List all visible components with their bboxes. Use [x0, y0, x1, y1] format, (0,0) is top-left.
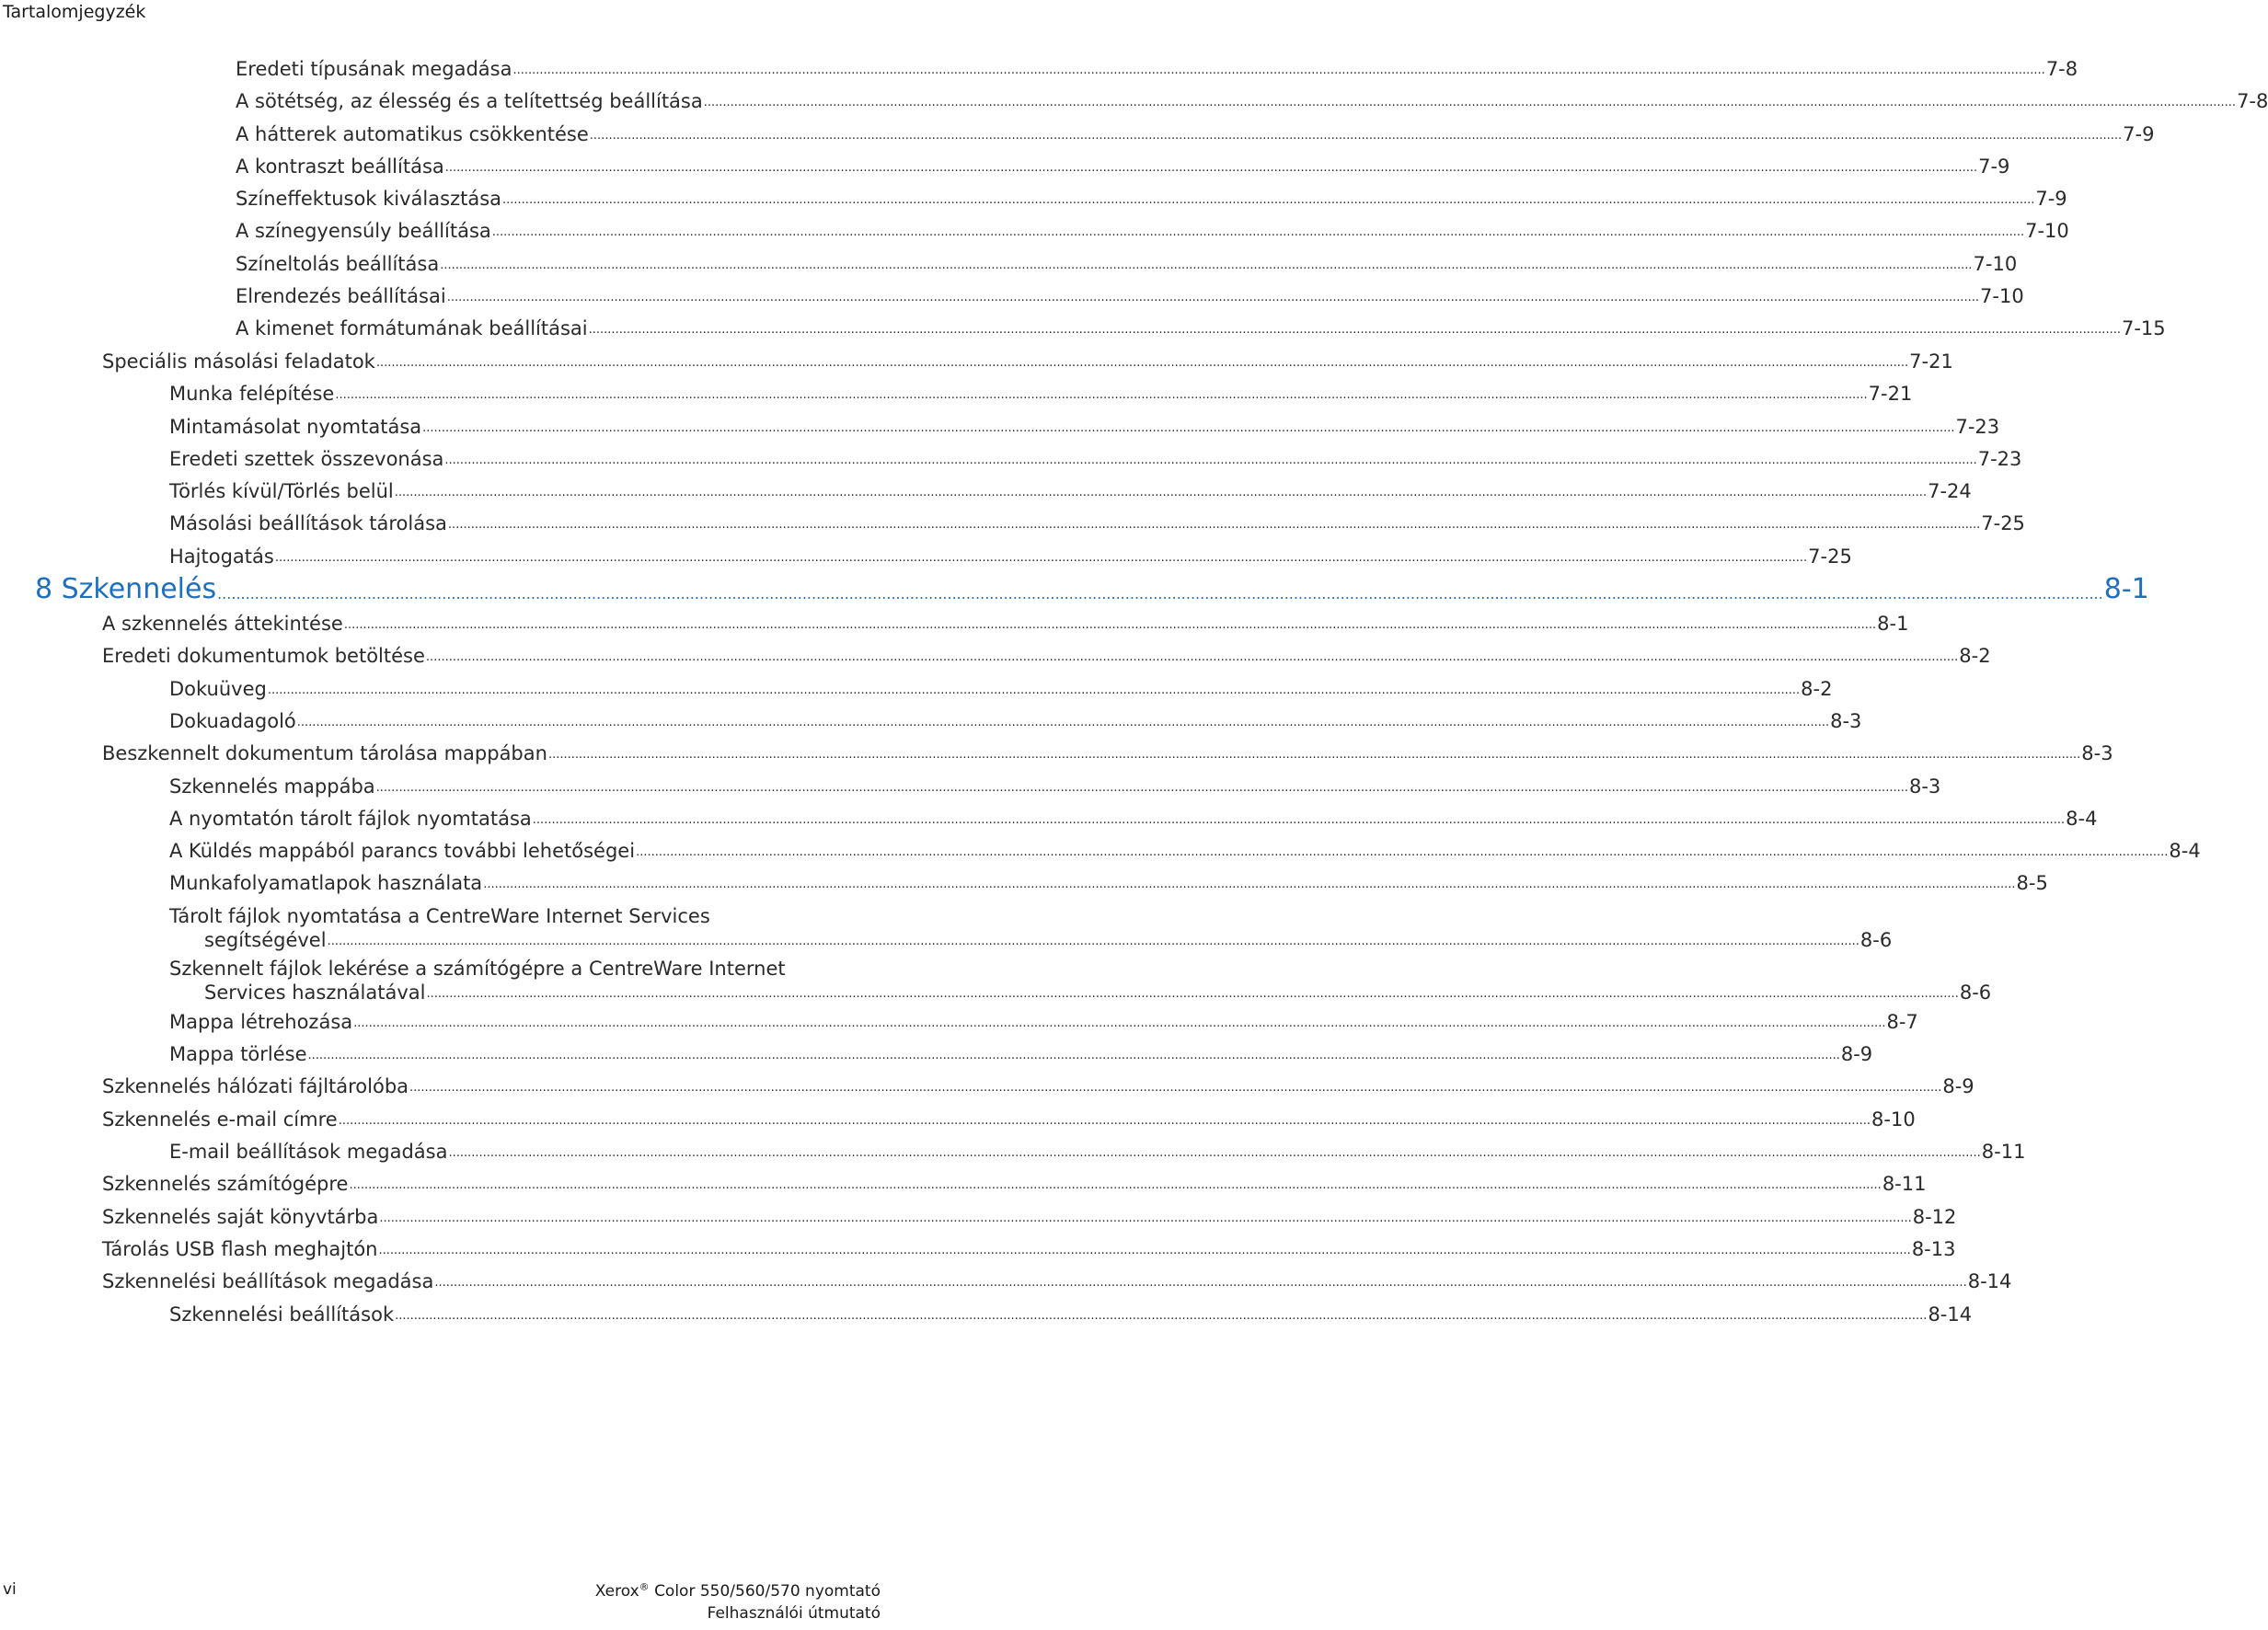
dot-leader: [434, 1277, 1966, 1290]
toc-page-number: 7-8: [2045, 58, 2078, 80]
footer-doc-name: Felhasználói útmutató: [707, 1604, 881, 1623]
toc-page-number: 8-7: [1886, 1011, 1918, 1033]
dot-leader: [328, 936, 1859, 948]
toc-entry-title: Elrendezés beállításai: [236, 285, 446, 307]
toc-entry-title: A szkennelés áttekintése: [102, 613, 343, 635]
toc-entry[interactable]: [0, 350, 1953, 373]
toc-entry-title-line1: Tárolt fájlok nyomtatása a CentreWare Internet Services: [169, 905, 710, 927]
toc-entry[interactable]: [0, 545, 1852, 568]
dot-leader: [379, 1212, 1911, 1225]
toc-entry[interactable]: [0, 219, 2069, 243]
toc-entry-title: A Küldés mappából parancs további lehetőségei: [169, 840, 636, 862]
toc-entry[interactable]: [0, 677, 1833, 701]
toc-entry[interactable]: [0, 904, 1893, 952]
dot-leader: [422, 422, 1954, 435]
toc-entry-title: Dokuadagoló: [169, 710, 296, 732]
toc-page-number: 7-23: [1977, 448, 2022, 470]
toc-entry-title: Mappa törlése: [169, 1043, 307, 1065]
dot-leader: [445, 162, 1977, 175]
toc-entry-title: segítségével: [204, 929, 327, 951]
footer-brand: Xerox: [594, 1582, 639, 1601]
toc-page-number: 8-9: [1942, 1075, 1974, 1097]
toc-entry-title: Másolási beállítások tárolása: [169, 512, 447, 534]
dot-leader: [376, 782, 1908, 795]
toc-entry[interactable]: [0, 709, 1862, 733]
toc-entry-title: Szkennelés e-mail címre: [102, 1108, 338, 1131]
toc-entry-title: A hátterek automatikus csökkentése: [236, 123, 589, 145]
toc-entry-title: Beszkennelt dokumentum tárolása mappában: [102, 742, 547, 764]
toc-page-number: 7-21: [1909, 350, 1953, 373]
toc-page-number: 8-2: [1801, 678, 1833, 700]
toc-page-number: 7-21: [1868, 383, 1913, 405]
toc-entry-title: Szkennelési beállítások: [169, 1303, 395, 1326]
dot-leader: [448, 519, 1980, 532]
toc-entry-title: Szkennelési beállítások megadása: [102, 1270, 434, 1292]
toc-page-number: 7-8: [2237, 90, 2268, 112]
toc-page-number: 8-10: [1871, 1108, 1916, 1131]
toc-entry-title: 8 Szkennelés: [35, 573, 217, 605]
dot-leader: [483, 878, 2015, 891]
toc-page-number: 7-9: [2035, 188, 2067, 210]
toc-entry-title: Mintamásolat nyomtatása: [169, 416, 422, 438]
toc-entry[interactable]: [0, 415, 2000, 439]
footer-product-info: [595, 1580, 881, 1624]
toc-entry[interactable]: [0, 1042, 1873, 1066]
toc-entry[interactable]: [0, 479, 1972, 503]
dot-leader: [427, 988, 1959, 1001]
toc-entry-title: Tárolás USB flash meghajtón: [102, 1238, 378, 1260]
toc-entry-title: Szkennelés mappába: [169, 775, 375, 798]
toc-page-number: 7-10: [1980, 285, 2024, 307]
dot-leader: [395, 1310, 1927, 1323]
toc-page-number: 8-11: [1882, 1173, 1927, 1195]
dot-leader: [533, 814, 2065, 827]
dot-leader: [440, 259, 1972, 272]
toc-entry[interactable]: [0, 1010, 1918, 1034]
toc-page-number: 8-14: [1928, 1303, 1973, 1326]
toc-entry[interactable]: [0, 839, 2201, 863]
registered-mark: ®: [639, 1580, 650, 1593]
toc-entry[interactable]: [0, 57, 2078, 81]
toc-entry-title: Hajtogatás: [169, 545, 274, 568]
toc-page-number: 7-10: [1973, 253, 2018, 275]
toc-entry-title: Eredeti dokumentumok betöltése: [102, 645, 425, 667]
dot-leader: [275, 552, 1807, 565]
dot-leader: [268, 684, 1800, 697]
toc-page-number: 8-1: [1877, 613, 1909, 635]
dot-leader: [335, 389, 1867, 402]
dot-leader: [339, 1115, 1871, 1128]
dot-leader: [349, 1179, 1881, 1192]
toc-entry-title: Szkennelés számítógépre: [102, 1173, 349, 1195]
toc-entry[interactable]: [0, 644, 1991, 668]
dot-leader: [502, 194, 2034, 207]
toc-page-number: 8-1: [2103, 573, 2149, 605]
dot-leader: [492, 226, 2024, 239]
toc-page-number: 8-4: [2169, 840, 2201, 862]
dot-leader: [448, 1147, 1980, 1160]
toc-entry[interactable]: [0, 382, 1913, 406]
toc-entry-title: E-mail beállítások megadása: [169, 1141, 448, 1163]
toc-entry-title: A színegyensúly beállítása: [236, 220, 491, 242]
toc-entry-title: Munka felépítése: [169, 383, 335, 405]
toc-page-number: 8-13: [1911, 1238, 1956, 1260]
toc-entry[interactable]: [0, 1303, 1973, 1326]
toc-page-number: 8-5: [2016, 872, 2048, 894]
dot-leader: [353, 1017, 1885, 1030]
toc-page-number: 7-9: [1978, 155, 2010, 178]
toc-entry[interactable]: [0, 511, 2025, 535]
dot-leader: [297, 717, 1829, 729]
toc-entry[interactable]: [0, 122, 2155, 146]
toc-entry-title: Services használatával: [204, 981, 426, 1004]
toc-entry-title: Munkafolyamatlapok használata: [169, 872, 483, 894]
toc-page-number: 8-14: [1967, 1270, 2012, 1292]
dot-leader: [409, 1082, 1941, 1095]
toc-entry[interactable]: [0, 1172, 1927, 1196]
toc-page-number: 7-9: [2123, 123, 2155, 145]
toc-entry[interactable]: [0, 612, 1909, 636]
toc-entry-title: Törlés kívül/Törlés belül: [169, 480, 394, 502]
toc-entry[interactable]: [0, 775, 1941, 798]
dot-leader: [590, 130, 2122, 143]
toc-entry-title: Speciális másolási feladatok: [102, 350, 375, 373]
dot-leader: [447, 292, 1979, 304]
toc-entry[interactable]: [0, 316, 2166, 340]
toc-entry[interactable]: [0, 89, 2268, 113]
toc-page-number: 8-9: [1840, 1043, 1873, 1065]
toc-page-number: 8-4: [2066, 808, 2098, 830]
toc-entry-title-line1: Szkennelt fájlok lekérése a számítógépre a CentreWare Internet: [169, 958, 786, 980]
dot-leader: [395, 487, 1927, 499]
toc-page-number: 8-2: [1959, 645, 1991, 667]
toc-page-number: 7-25: [1808, 545, 1852, 568]
footer-product: Color 550/560/570 nyomtató: [654, 1582, 881, 1601]
toc-entry[interactable]: [0, 1108, 1916, 1131]
toc-entry-title: Szkennelés hálózati fájltárolóba: [102, 1075, 409, 1097]
footer-product-line: [595, 1580, 881, 1602]
running-header-title: Tartalomjegyzék: [3, 2, 146, 22]
toc-entry-title: A sötétség, az élesség és a telítettség beállítása: [236, 90, 703, 112]
toc-entry[interactable]: [0, 284, 2024, 308]
toc-entry[interactable]: [0, 1205, 1957, 1229]
dot-leader: [376, 357, 1908, 370]
toc-page-number: 8-3: [2081, 742, 2113, 764]
toc-page-number: 8-3: [1830, 710, 1862, 732]
dot-leader: [704, 97, 2236, 109]
dot-leader: [308, 1050, 1840, 1062]
toc-page-number: 8-12: [1912, 1206, 1957, 1228]
dot-leader: [344, 619, 1876, 632]
dot-leader: [589, 324, 2121, 337]
toc-entry[interactable]: [0, 252, 2018, 276]
toc-entry[interactable]: [0, 741, 2113, 765]
dot-leader: [512, 64, 2044, 77]
toc-entry-title: Mappa létrehozása: [169, 1011, 353, 1033]
toc-page-number: 7-23: [1955, 416, 2000, 438]
toc-page-number: 7-25: [1981, 512, 2025, 534]
toc-page-number: 8-6: [1859, 929, 1893, 951]
toc-entry-title: Színeffektusok kiválasztása: [236, 188, 502, 210]
dot-leader: [378, 1245, 1910, 1257]
footer-page-number: vi: [3, 1580, 17, 1599]
toc-entry[interactable]: [0, 807, 2098, 831]
dot-leader: [548, 749, 2080, 762]
toc-entry[interactable]: [0, 1140, 2026, 1164]
toc-entry-title: Szkennelés saját könyvtárba: [102, 1206, 379, 1228]
toc-page-number: 8-6: [1959, 981, 1992, 1004]
toc-entry-title: A nyomtatón tárolt fájlok nyomtatása: [169, 808, 532, 830]
dot-leader: [426, 651, 1958, 664]
toc-page-number: 8-3: [1908, 775, 1941, 798]
toc-entry[interactable]: [0, 871, 2048, 895]
toc-entry-title: Színeltolás beállítása: [236, 253, 440, 275]
toc-page-number: 7-10: [2025, 220, 2069, 242]
toc-page-number: 7-24: [1928, 480, 1972, 502]
toc-entry[interactable]: [0, 1074, 1974, 1098]
dot-leader: [636, 846, 2168, 859]
toc-entry[interactable]: [0, 1237, 1956, 1261]
toc-entry[interactable]: [0, 447, 2022, 471]
toc-entry-title: A kimenet formátumának beállításai: [236, 317, 588, 339]
toc-page-number: 7-15: [2121, 317, 2166, 339]
toc-chapter-entry[interactable]: [0, 573, 2149, 606]
toc-entry[interactable]: [0, 957, 1992, 1004]
toc-entry[interactable]: [0, 187, 2067, 211]
toc-entry-title: Eredeti típusának megadása: [236, 58, 512, 80]
toc-entry-title: A kontraszt beállítása: [236, 155, 444, 178]
toc-entry-title: Dokuüveg: [169, 678, 267, 700]
toc-entry[interactable]: [0, 155, 2010, 178]
toc-page-number: 8-11: [1981, 1141, 2026, 1163]
toc-entry-title: Eredeti szettek összevonása: [169, 448, 444, 470]
dot-leader: [444, 454, 1976, 467]
toc-entry[interactable]: [0, 1269, 2012, 1293]
dot-leader: [217, 588, 2103, 601]
